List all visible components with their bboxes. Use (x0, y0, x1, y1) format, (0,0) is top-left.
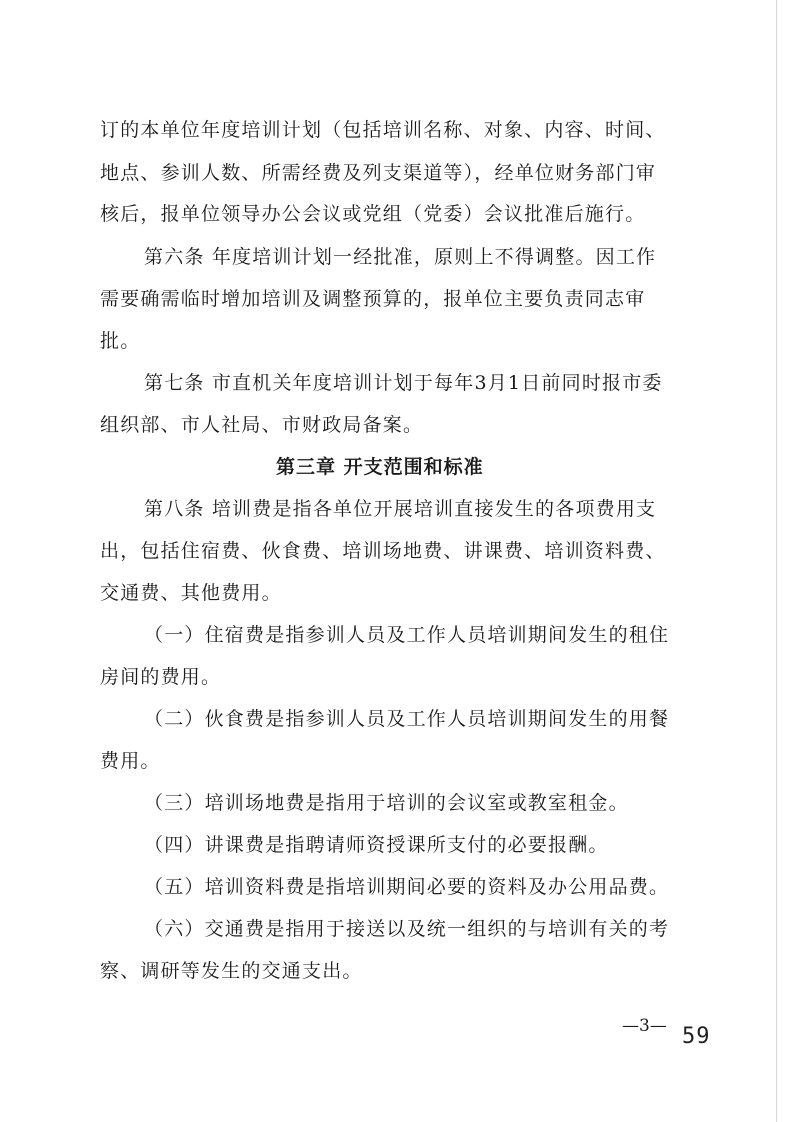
chapter-heading: 第三章 开支范围和标准 (276, 456, 484, 478)
paragraph-line: 需要确需临时增加培训及调整预算的，报单位主要负责同志审 (100, 288, 646, 310)
paragraph-line: 第七条 市直机关年度培训计划于每年3月1日前同时报市委 (144, 372, 663, 394)
paragraph-line: （四）讲课费是指聘请师资授课所支付的必要报酬。 (144, 834, 609, 856)
paragraph-line: 出，包括住宿费、伙食费、培训场地费、讲课费、培训资料费、 (100, 540, 666, 562)
paragraph-line: （六）交通费是指用于接送以及统一组织的与培训有关的考 (144, 918, 670, 940)
paragraph-line: 订的本单位年度培训计划（包括培训名称、对象、内容、时间、 (100, 119, 666, 141)
paragraph-line: 费用。 (100, 750, 161, 772)
paragraph-line: （五）培训资料费是指培训期间必要的资料及办公用品费。 (144, 876, 670, 898)
paragraph-line: （一）住宿费是指参训人员及工作人员培训期间发生的租住 (144, 624, 670, 646)
paragraph-line: 交通费、其他费用。 (100, 582, 282, 604)
paragraph-line: （二）伙食费是指参训人员及工作人员培训期间发生的用餐 (144, 708, 670, 730)
paragraph-line: 批。 (100, 330, 141, 352)
handwritten-page-stamp: 59 (682, 1024, 711, 1049)
paragraph-line: 察、调研等发生的交通支出。 (100, 960, 363, 982)
paragraph-line: 第八条 培训费是指各单位开展培训直接发生的各项费用支 (144, 498, 657, 520)
paragraph-line: （三）培训场地费是指用于培训的会议室或教室租金。 (144, 792, 629, 814)
paragraph-line: 第六条 年度培训计划一经批准，原则上不得调整。因工作 (144, 246, 657, 268)
scan-edge-divider (776, 0, 777, 1122)
paragraph-line: 地点、参训人数、所需经费及列支渠道等），经单位财务部门审 (100, 162, 657, 184)
paragraph-line: 核后，报单位领导办公会议或党组（党委）会议批准后施行。 (100, 203, 646, 225)
paragraph-line: 房间的费用。 (100, 666, 222, 688)
paragraph-line: 组织部、市人社局、市财政局备案。 (100, 414, 424, 436)
page-number: —3— (622, 1016, 667, 1036)
